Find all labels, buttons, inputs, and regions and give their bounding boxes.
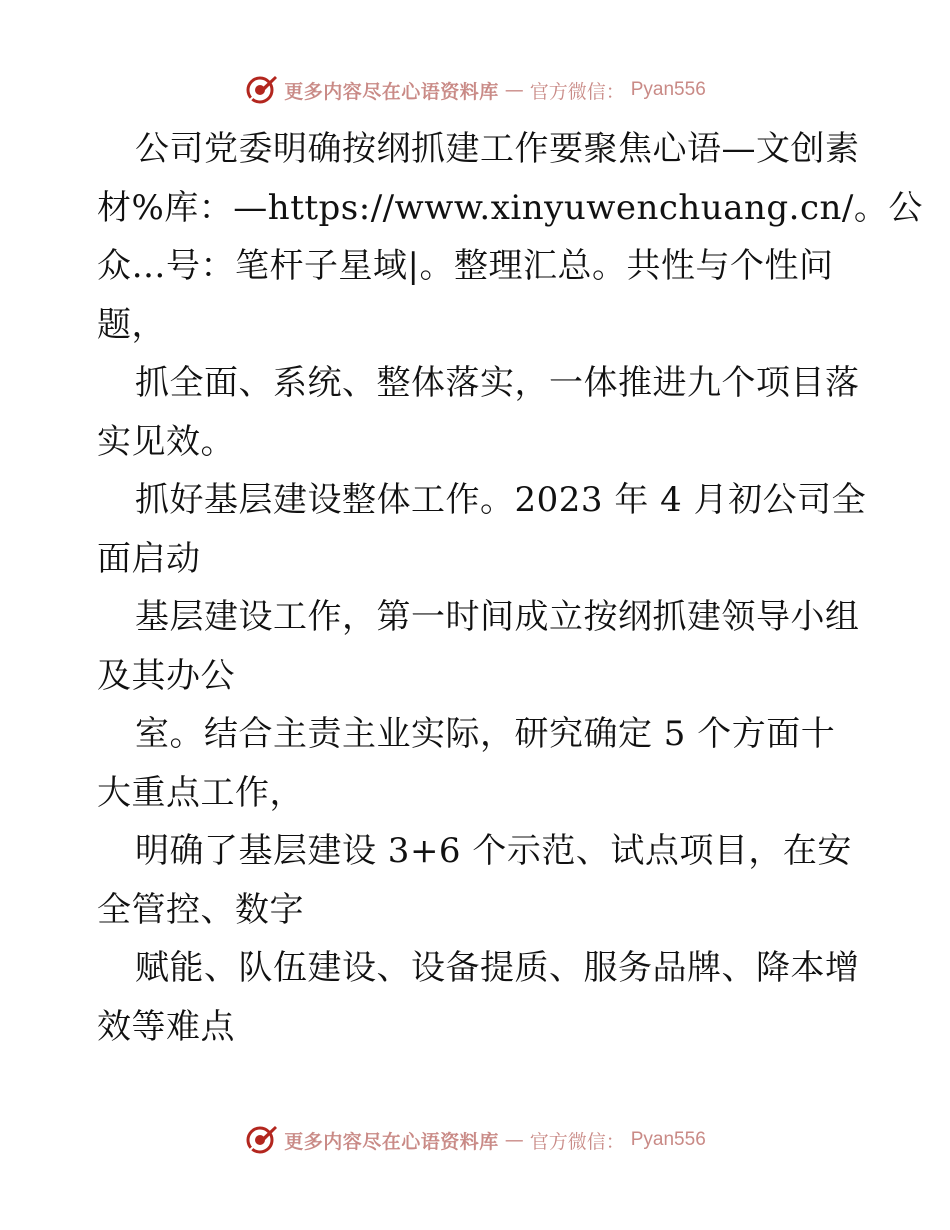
body-line: 明确了基层建设 3+6 个示范、试点项目，在安 bbox=[135, 831, 852, 871]
body-line: 众…号：笔杆子星域|。整理汇总。共性与个性问 bbox=[97, 246, 834, 286]
body-line: 题， bbox=[97, 304, 166, 345]
body-line: 基层建设工作，第一时间成立按纲抓建领导小组 bbox=[135, 597, 860, 637]
body-line: 面启动 bbox=[97, 538, 201, 579]
body-line: 抓好基层建设整体工作。2023 年 4 月初公司全 bbox=[135, 480, 867, 520]
body-line: 材%库：—https://www.xinyuwenchuang.cn/。公 bbox=[97, 187, 923, 228]
banner-wechat-id: Pyan556 bbox=[630, 79, 706, 100]
document-body bbox=[97, 120, 923, 1056]
banner-title: 更多内容尽在心语资料库 bbox=[284, 1130, 499, 1153]
banner-separator: — bbox=[504, 1129, 524, 1151]
body-line: 公司党委明确按纲抓建工作要聚焦心语—文创素 bbox=[135, 129, 860, 169]
pen-logo-icon bbox=[244, 1123, 278, 1157]
header-banner bbox=[0, 70, 950, 110]
body-line: 效等难点 bbox=[97, 1006, 235, 1047]
body-line: 大重点工作， bbox=[97, 772, 304, 813]
banner-title: 更多内容尽在心语资料库 bbox=[284, 80, 499, 103]
body-line: 实见效。 bbox=[97, 421, 235, 462]
body-line: 及其办公 bbox=[97, 655, 235, 696]
banner-wechat-label: 官方微信： bbox=[529, 1130, 625, 1153]
body-line: 赋能、队伍建设、设备提质、服务品牌、降本增 bbox=[135, 948, 860, 988]
body-line: 抓全面、系统、整体落实，一体推进九个项目落 bbox=[135, 363, 860, 403]
banner-wechat-label: 官方微信： bbox=[529, 80, 625, 103]
banner-wechat-id: Pyan556 bbox=[630, 1129, 706, 1150]
body-line: 全管控、数字 bbox=[97, 889, 304, 930]
body-line: 室。结合主责主业实际，研究确定 5 个方面十 bbox=[135, 714, 836, 754]
banner-separator: — bbox=[504, 79, 524, 101]
footer-banner bbox=[0, 1120, 950, 1160]
pen-logo-icon bbox=[244, 73, 278, 107]
